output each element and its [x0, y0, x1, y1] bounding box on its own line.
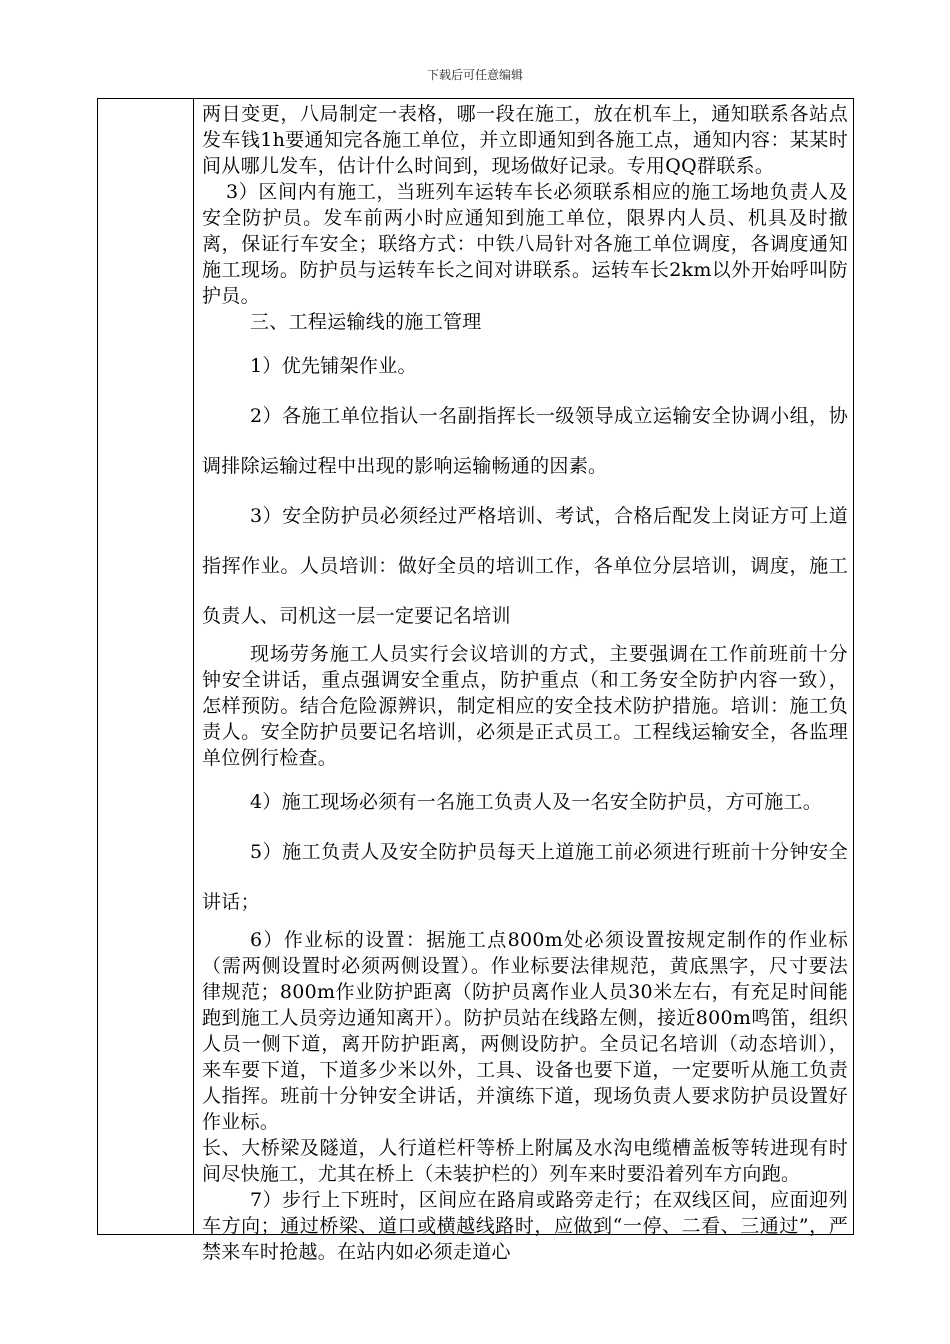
paragraph-item-7: 7）步行上下班时，区间应在路肩或路旁走行；在双线区间，应面迎列车方向；通过桥梁、道口或横越线路时，应做到“一停、二看、三通过”，严禁来车时抢越。在站内如必须走道心 — [202, 1189, 848, 1263]
paragraph-item-3-section-interval: 3）区间内有施工，当班列车运转车长必须联系相应的施工场地负责人及安全防护员。发车前两小时应通知到施工单位，限界内人员、机具及时撤离，保证行车安全；联络方式：中铁八局针对各施工单位调度，各调度通知施工现场。防护员与运转车长之间对讲联系。运转车长2km以外开始呼叫防护员。 — [202, 181, 848, 307]
paragraph-item-4: 4）施工现场必须有一名施工负责人及一名安全防护员，方可施工。 — [250, 791, 823, 813]
paragraph-notification: 两日变更，八局制定一表格，哪一段在施工，放在机车上，通知联系各站点发车钱1h要通知完各施工单位，并立即通知到各施工点，通知内容：某某时间从哪儿发车，估计什么时间到，现场做好记录。专用QQ群联系。 — [202, 103, 848, 177]
page-header: 下载后可任意编辑 — [426, 68, 523, 82]
paragraph-bridges-tunnels: 长、大桥梁及隧道，人行道栏杆等桥上附属及水沟电缆槽盖板等转进现有时间尽快施工，尤其在桥上（未装护栏的）列车来时要沿着列车方向跑。 — [202, 1137, 848, 1185]
paragraph-item-6: 6）作业标的设置：据施工点800m处必须设置按规定制作的作业标（需两侧设置时必须两侧设置）。作业标要法律规范，黄底黑字，尺寸要法律规范；800m作业防护距离（防护员离作业人员30米左右，有充足时间能跑到施工人员旁边通知离开）。防护员站在线路左侧，接近800m鸣笛，组织人员一侧下道，离开防护距离，两侧设防护。全员记名培训（动态培训），来车要下道，下道多少米以外，工具、设备也要下道，一定要听从施工负责人指挥。班前十分钟安全讲话，并演练下道，现场负责人要求防护员设置好作业标。 — [202, 929, 848, 1133]
section-heading-3: 三、工程运输线的施工管理 — [250, 311, 482, 333]
paragraph-item-2: 2）各施工单位指认一名副指挥长一级领导成立运输安全协调小组，协调排除运输过程中出现的影响运输畅通的因素。 — [202, 405, 848, 477]
table-content-cell — [202, 101, 848, 1265]
paragraph-labor-training: 现场劳务施工人员实行会议培训的方式，主要强调在工作前班前十分钟安全讲话，重点强调安全重点，防护重点（和工务安全防护内容一致），怎样预防。结合危险源辨识，制定相应的安全技术防护措施。培训：施工负责人。安全防护员要记名培训，必须是正式员工。工程线运输安全，各监理单位例行检查。 — [202, 643, 848, 769]
paragraph-item-1: 1）优先铺架作业。 — [250, 355, 417, 377]
paragraph-item-3-training: 3）安全防护员必须经过严格培训、考试，合格后配发上岗证方可上道指挥作业。人员培训：做好全员的培训工作，各单位分层培训，调度，施工负责人、司机这一层一定要记名培训 — [202, 505, 848, 627]
paragraph-item-5: 5）施工负责人及安全防护员每天上道施工前必须进行班前十分钟安全讲话； — [202, 841, 848, 913]
document-table — [97, 98, 854, 1263]
column-divider — [193, 99, 194, 1234]
